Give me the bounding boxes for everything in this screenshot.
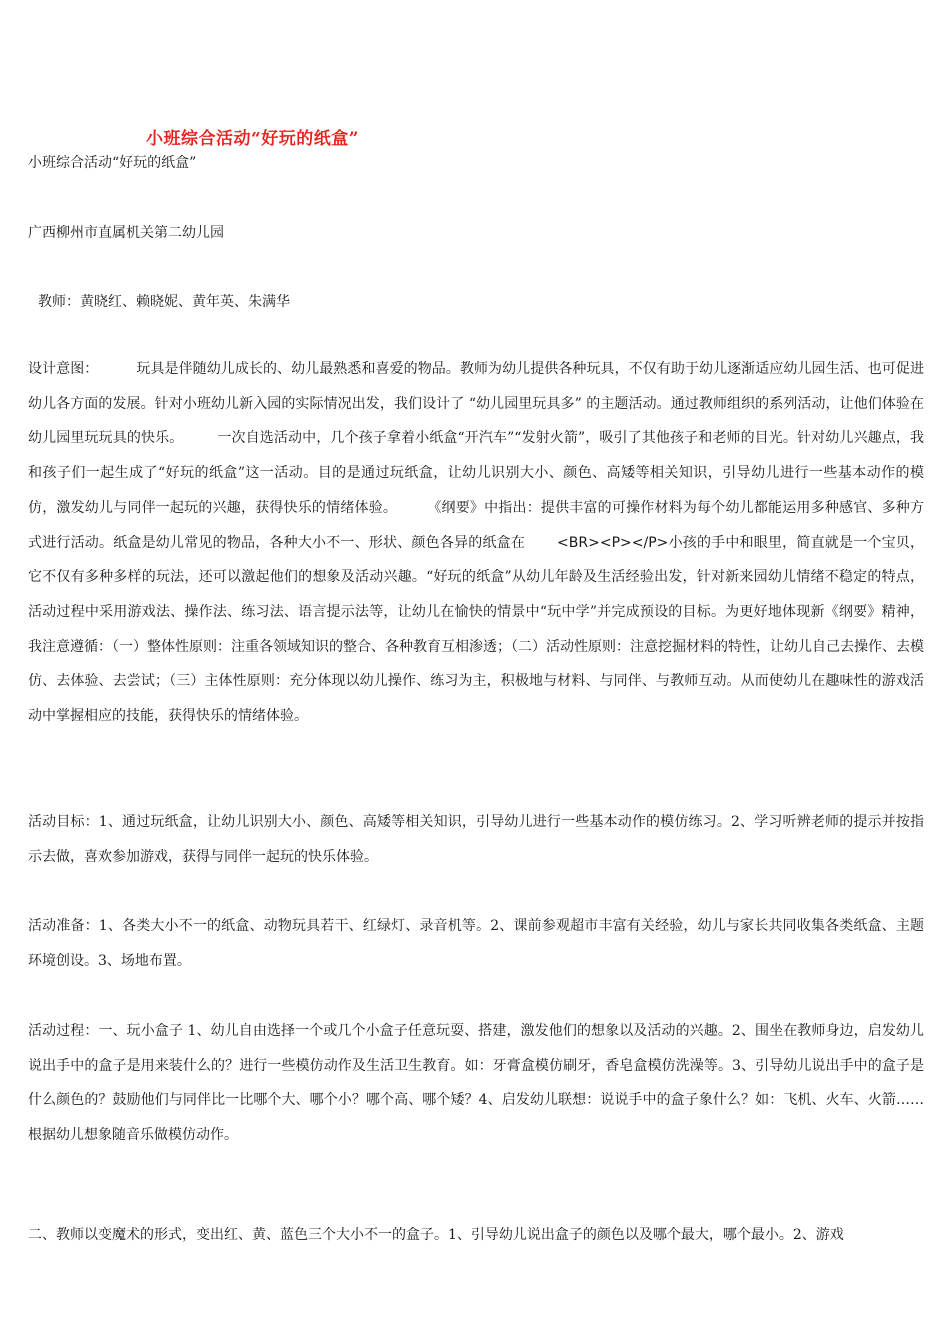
design-intent-part-3: 《纲要》中指出：提供丰富的可操作材料为每个幼儿都能运用多种感官、多种方式进行活动。纸盒是幼儿常见的物品，各种大小不一、形状、颜色各异的纸盒在 <box>28 499 925 551</box>
activity-preparation-paragraph: 活动准备：1、各类大小不一的纸盒、动物玩具若干、红绿灯、录音机等。2、课前参观超市丰富有关经验，幼儿与家长共同收集各类纸盒、主题环境创设。3、场地布置。 <box>28 918 924 969</box>
school-name: 广西柳州市直属机关第二幼儿园 <box>28 225 224 241</box>
document-subtitle: 小班综合活动“好玩的纸盒” <box>28 155 197 171</box>
design-intent-label: 设计意图： <box>28 361 99 377</box>
teacher-list: 教师：黄晓红、赖晓妮、黄年英、朱满华 <box>38 294 290 310</box>
design-intent-paragraph <box>28 352 924 734</box>
document-title: 小班综合活动“好玩的纸盒” <box>146 129 360 149</box>
activity-goal-paragraph: 活动目标：1、通过玩纸盒，让幼儿识别大小、颜色、高矮等相关知识，引导幼儿进行一些基本动作的模仿练习。2、学习听辨老师的提示并按指示去做，喜欢参加游戏，获得与同伴一起玩的快乐体验。 <box>28 814 924 865</box>
design-intent-part-1: 玩具是伴随幼儿成长的、幼儿最熟悉和喜爱的物品。教师为幼儿提供各种玩具，不仅有助于幼儿逐渐适应幼儿园生活、也可促进幼儿各方面的发展。针对小班幼儿新入园的实际情况出发，我们设计了 “幼儿园里玩具多” 的主题活动。通过教师组织的系列活动，让他们体验在幼儿园里玩玩具的快乐。 <box>28 361 924 447</box>
design-intent-part-2: 一次自选活动中，几个孩子拿着小纸盒“开汽车”“发射火箭”，吸引了其他孩子和老师的目光。针对幼儿兴趣点，我和孩子们一起生成了“好玩的纸盒”这一活动。目的是通过玩纸盒，让幼儿识别大小、颜色、高矮等相关知识，引导幼儿进行一些基本动作的模仿，激发幼儿与同伴一起玩的兴趣，获得快乐的情绪体验。 <box>28 430 924 516</box>
magic-section-paragraph: 二、教师以变魔术的形式，变出红、黄、蓝色三个大小不一的盒子。1、引导幼儿说出盒子的颜色以及哪个最大，哪个最小。2、游戏 <box>28 1227 844 1243</box>
design-intent-part-4: 小孩的手中和眼里，简直就是一个宝贝，它不仅有多种多样的玩法，还可以激起他们的想象及活动兴趣。“好玩的纸盒”从幼儿年龄及生活经验出发，针对新来园幼儿情绪不稳定的特点，活动过程中采用游戏法、操作法、练习法、语言提示法等，让幼儿在愉快的情景中“玩中学”并完成预设的目标。为更好地体现新《纲要》精神，我注意遵循：（一）整体性原则：注重各领域知识的整合、各种教育互相渗透；（二）活动性原则：注意挖掘材料的特性，让幼儿自己去操作、去模仿、去体验、去尝试；（三）主体性原则：充分体现以幼儿操作、练习为主，积极地与材料、与同伴、与教师互动。从而使幼儿在趣味性的游戏活动中掌握相应的技能，获得快乐的情绪体验。 <box>28 534 924 725</box>
activity-process-paragraph: 活动过程：一、玩小盒子 1、幼儿自由选择一个或几个小盒子任意玩耍、搭建，激发他们的想象以及活动的兴趣。2、围坐在教师身边，启发幼儿说出手中的盒子是用来装什么的？进行一些模仿动作及生活卫生教育。如：牙膏盒模仿刷牙，香皂盒模仿洗澡等。3、引导幼儿说出手中的盒子是什么颜色的？鼓励他们与同伴比一比哪个大、哪个小？哪个高、哪个矮？4、启发幼儿联想：说说手中的盒子象什么？如：飞机、火车、火箭……根据幼儿想象随音乐做模仿动作。 <box>28 1023 924 1144</box>
stray-html-tag-text: <BR><P></P> <box>557 534 669 551</box>
